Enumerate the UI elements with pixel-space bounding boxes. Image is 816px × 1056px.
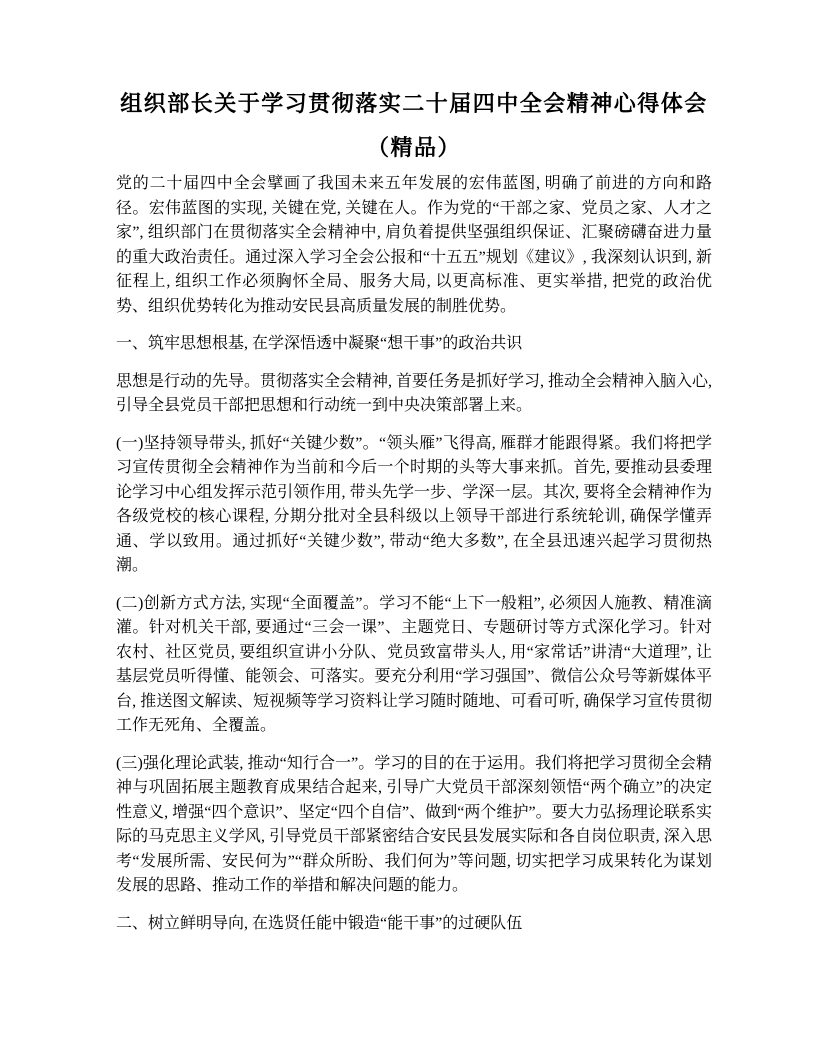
body-paragraph: (一)坚持领导带头, 抓好“关键少数”。“领头雁”飞得高, 雁群才能跟得紧。我们将把学习宣传贯彻全会精神作为当前和今后一个时期的头等大事来抓。首先, 要推动县委理论学习中心组发挥示范引领作用, 带头先学一步、学深一层。其次, 要将全会精神作为各级党校的核心课程, 分期分批对全县科级以上领导干部进行系统轮训, 确保学懂弄通、学以致用。通过抓好“关键少数”, 带动“绝大多数”, 在全县迅速兴起学习贯彻热潮。: [116, 434, 712, 574]
section-heading: 二、树立鲜明导向, 在选贤任能中锻造“能干事”的过硬队伍: [116, 914, 523, 932]
section-heading: 一、筑牢思想根基, 在学深悟透中凝聚“想干事”的政治共识: [116, 335, 523, 352]
body-paragraph: (二)创新方式方法, 实现“全面覆盖”。学习不能“上下一般粗”, 必须因人施教、精准滴灌。针对机关干部, 要通过“三会一课”、主题党日、专题研讨等方式深化学习。针对农村、社区党员, 要组织宣讲小分队、党员致富带头人, 用“家常话”讲清“大道理”, 让基层党员听得懂、能领会、可落实。要充分利用“学习强国”、微信公众号等新媒体平台, 推送图文解读、短视频等学习资料让学习随时随地、可看可听, 确保学习宣传贯彻工作无死角、全覆盖。: [116, 594, 712, 734]
body-paragraph: 思想是行动的先导。贯彻落实全会精神, 首要任务是抓好学习, 推动全会精神入脑入心, 引导全县党员干部把思想和行动统一到中央决策部署上来。: [116, 372, 713, 414]
body-paragraph: 党的二十届四中全会擘画了我国未来五年发展的宏伟蓝图, 明确了前进的方向和路径。宏伟蓝图的实现, 关键在党, 关键在人。作为党的“干部之家、党员之家、人才之家”, 组织部门在贯彻落实全会精神中, 肩负着提供坚强组织保证、汇聚磅礴奋进力量的重大政治责任。通过深入学习全会公报和“十五五”规划《建议》, 我深刻认识到, 新征程上, 组织工作必须胸怀全局、服务大局, 以更高标准、更实举措, 把党的政治优势、组织优势转化为推动安民县高质量发展的制胜优势。: [116, 175, 712, 315]
body-paragraph: (三)强化理论武装, 推动“知行合一”。学习的目的在于运用。我们将把学习贯彻全会精神与巩固拓展主题教育成果结合起来, 引导广大党员干部深刻领悟“两个确立”的决定性意义, 增强“四个意识”、坚定“四个自信”、做到“两个维护”。要大力弘扬理论联系实际的马克思主义学风, 引导党员干部紧密结合安民县发展实际和各自岗位职责, 深入思考“发展所需、安民何为”“群众所盼、我们何为”等问题, 切实把学习成果转化为谋划发展的思路、推动工作的举措和解决问题的能力。: [116, 754, 712, 894]
document-title: 组织部长关于学习贯彻落实二十届四中全会精神心得体会（精品）: [120, 91, 708, 160]
document-body: [116, 172, 712, 936]
